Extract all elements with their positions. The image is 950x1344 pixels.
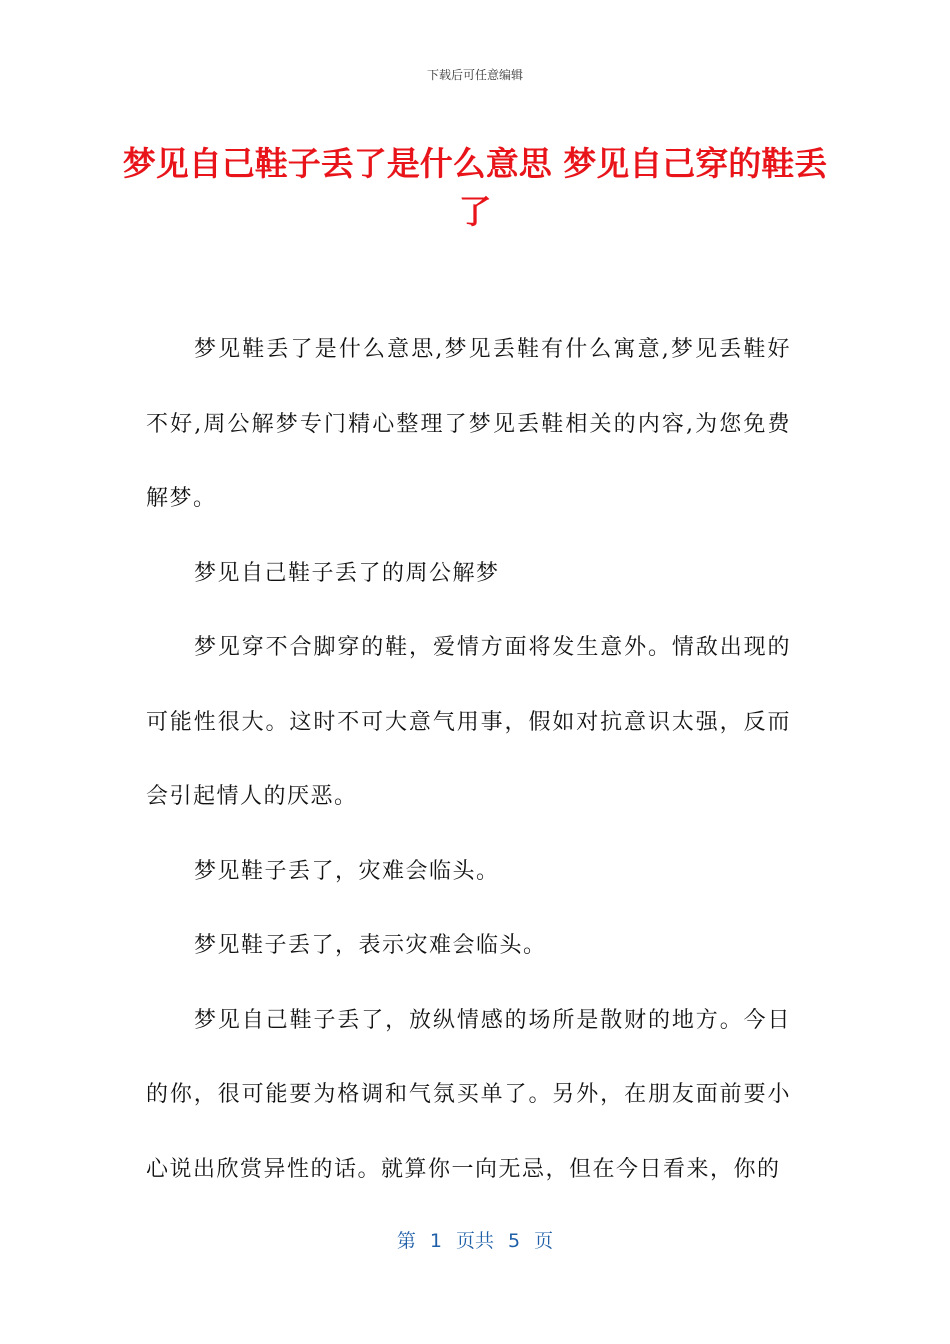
footer-middle: 页共 (455, 1230, 494, 1252)
header-note: 下载后可任意编辑 (426, 68, 523, 82)
document-body (146, 313, 791, 1207)
page-footer (0, 1226, 950, 1253)
paragraph-intro: 梦见鞋丢了是什么意思,梦见丢鞋有什么寓意,梦见丢鞋好不好,周公解梦专门精心整理了梦见丢鞋相关的内容,为您免费解梦。 (146, 337, 791, 511)
paragraph-lost-shoes-meaning: 梦见鞋子丢了，表示灾难会临头。 (194, 933, 547, 958)
paragraph-lost-shoes: 梦见鞋子丢了，灾难会临头。 (194, 858, 500, 884)
footer-page-number: 1 (429, 1230, 442, 1252)
document-title: 梦见自己鞋子丢了是什么意思 梦见自己穿的鞋丢了 (122, 144, 828, 231)
footer-suffix: 页 (534, 1230, 554, 1252)
footer-prefix: 第 (396, 1230, 416, 1252)
paragraph-own-shoes-lost: 梦见自己鞋子丢了，放纵情感的场所是散财的地方。今日的你，很可能要为格调和气氛买单了。另外，在朋友面前要小心说出欣赏异性的话。就算你一向无忌，但在今日看来，你的 (146, 1007, 791, 1182)
paragraph-section-heading: 梦见自己鞋子丢了的周公解梦 (194, 560, 500, 586)
footer-total-pages: 5 (508, 1230, 521, 1252)
paragraph-ill-fitting-shoes: 梦见穿不合脚穿的鞋，爱情方面将发生意外。情敌出现的可能性很大。这时不可大意气用事，假如对抗意识太强，反而会引起情人的厌恶。 (146, 635, 791, 809)
